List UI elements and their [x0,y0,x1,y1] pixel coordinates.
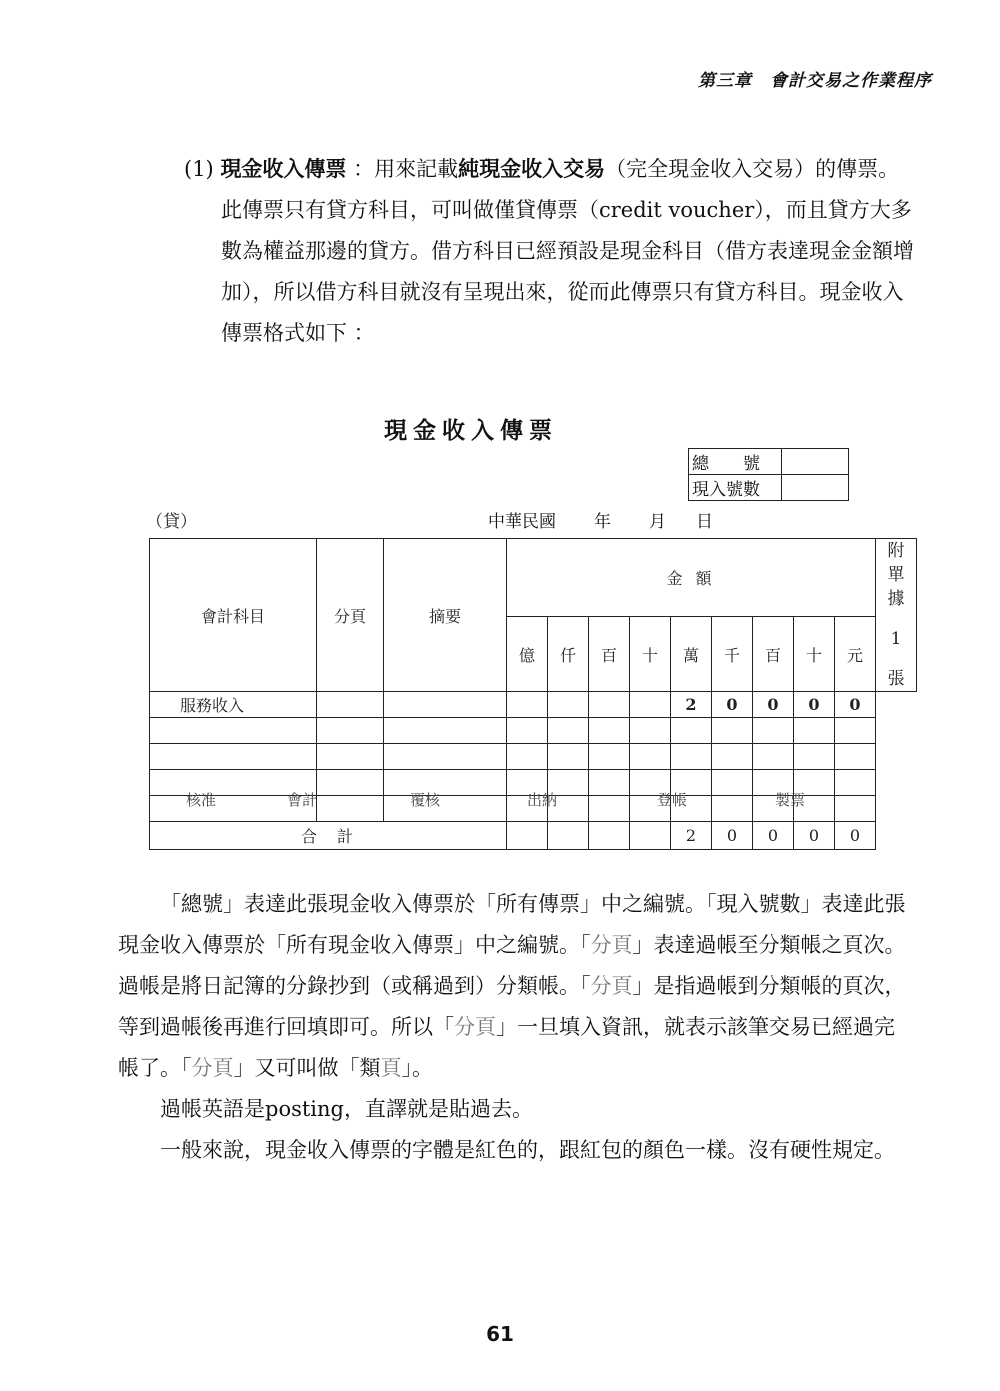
attachment-column [876,539,917,692]
attach-count: 1 [890,629,902,649]
row-digit: 0 [753,692,794,718]
text-run: 」一旦填入資訊，就表示該筆交易已經過完帳了。「 [118,1015,895,1080]
term-highlight: 分頁 [590,933,633,957]
intro-paragraph [184,148,914,354]
term-highlight: 分頁 [191,1056,234,1080]
row-digit [712,718,753,744]
row-digit [548,718,589,744]
attach-char: 據 [887,589,905,609]
voucher-title: 現金收入傳票 [384,418,558,444]
chapter-label: 第三章 [698,71,752,91]
intro-emphasis: 純現金收入交易 [458,156,606,181]
row-digit [589,692,630,718]
total-number-label: 總 號 [689,449,782,475]
row-digit [589,770,630,796]
text-run: 「總號」表達此張現金收入傳票於「所有傳票」中之編號。「現入號數」表達此張現金收入傳票於「所有現金收入傳票」中之編號。「 [118,892,906,957]
paragraph-color-note: 一般來說，現金收入傳票的字體是紅色的，跟紅包的顏色一樣。沒有硬性規定。 [160,1138,895,1162]
row-digit [630,692,671,718]
header-page: 分頁 [317,539,384,692]
term-colon: ： [346,157,375,181]
unit-header: 千 [712,617,753,692]
text-run: 」又可叫做「類 [233,1056,381,1080]
row-page [317,770,384,796]
text-run: 」表達過帳至分類帳之頁次。過帳是將日記簿的分錄抄到（或稱過到）分類帳。「 [118,933,906,998]
row-account [150,718,317,744]
total-digit [507,822,548,850]
row-digit [753,744,794,770]
row-digit [589,744,630,770]
row-memo [384,692,507,718]
text-run: 」是指過帳到分類帳的頁次，等到過帳後再進行回填即可。所以「 [118,974,906,1039]
row-digit [671,718,712,744]
row-digit [835,770,876,796]
row-digit [712,796,753,822]
row-digit [794,718,835,744]
item-number: (1) [184,157,214,181]
row-digit [835,796,876,822]
header-account: 會計科目 [150,539,317,692]
total-digit [548,822,589,850]
row-digit [630,744,671,770]
term-highlight: 分頁 [590,974,633,998]
row-digit [589,718,630,744]
total-digit: 0 [794,822,835,850]
row-digit [712,770,753,796]
row-digit [507,692,548,718]
row-memo [384,744,507,770]
date-year: 年 [594,512,611,532]
intro-text-a: 用來記載 [374,157,459,181]
term-highlight: 分頁 [454,1015,496,1039]
row-digit [548,744,589,770]
total-digit [630,822,671,850]
total-digit [589,822,630,850]
current-number-value [782,475,849,501]
total-number-value [782,449,849,475]
row-digit [671,744,712,770]
row-digit [835,744,876,770]
total-label: 合 計 [150,822,507,850]
unit-header: 億 [507,617,548,692]
attach-unit: 張 [887,669,905,689]
total-digit: 2 [671,822,712,850]
row-digit [835,718,876,744]
unit-header: 萬 [671,617,712,692]
page-number: 61 [486,1322,514,1346]
intro-text-b: （完全現金收入交易）的傳票。此傳票只有貸方科目，可叫做僅貸傳票（credit voucher），而且貸方大多數為權益那邊的貸方。借方科目已經預設是現金科目（借方表達現金金額增加），所以借方科目就沒有呈現出來，從而此傳票只有貸方科目。現金收入傳票格式如下 ： [221,157,914,345]
running-head [698,66,932,91]
row-digit [548,692,589,718]
credit-mark: （貸） [146,512,197,532]
body-text [118,884,912,1171]
row-digit [589,796,630,822]
row-digit: 0 [835,692,876,718]
chapter-title: 會計交易之作業程序 [770,71,932,91]
unit-header: 百 [589,617,630,692]
row-digit [712,744,753,770]
row-page [317,796,384,822]
row-digit [507,744,548,770]
total-digit: 0 [753,822,794,850]
paragraph-posting-explanation [118,884,912,1089]
row-digit [794,744,835,770]
row-memo [384,718,507,744]
row-memo [384,796,507,822]
term-highlight: 頁 [380,1056,402,1080]
signoff-item: 出納 [527,791,558,809]
term-heading: 現金收入傳票 [220,156,347,181]
voucher-number-box [688,448,849,501]
row-digit [507,718,548,744]
attach-char: 附 [887,541,905,561]
date-day: 日 [696,512,713,532]
signoff-item: 製票 [775,791,806,809]
unit-header: 十 [630,617,671,692]
row-digit: 2 [671,692,712,718]
current-number-label: 現入號數 [689,475,782,501]
voucher-row [150,692,917,718]
text-run: 」。 [401,1056,433,1080]
header-amount: 金 額 [507,539,876,617]
signoff-item: 核准 [186,791,217,809]
row-account: 服務收入 [150,692,317,718]
total-digit: 0 [835,822,876,850]
voucher-row [150,744,917,770]
unit-header: 十 [794,617,835,692]
row-page [317,744,384,770]
paragraph-posting-english: 過帳英語是posting，直譯就是貼過去。 [160,1097,533,1121]
header-memo: 摘要 [384,539,507,692]
date-line [488,507,713,532]
row-digit [753,718,794,744]
attach-char: 單 [887,565,905,585]
date-era: 中華民國 [488,512,556,532]
row-memo [384,770,507,796]
unit-header: 仟 [548,617,589,692]
row-account [150,744,317,770]
row-page [317,718,384,744]
date-month: 月 [649,512,666,532]
row-digit [630,718,671,744]
unit-header: 元 [835,617,876,692]
signoff-item: 覆核 [410,791,441,809]
voucher-row [150,718,917,744]
unit-header: 百 [753,617,794,692]
row-digit: 0 [794,692,835,718]
signoff-item: 會計 [287,791,318,809]
signoff-item: 登帳 [657,791,688,809]
row-digit: 0 [712,692,753,718]
row-page [317,692,384,718]
total-digit: 0 [712,822,753,850]
